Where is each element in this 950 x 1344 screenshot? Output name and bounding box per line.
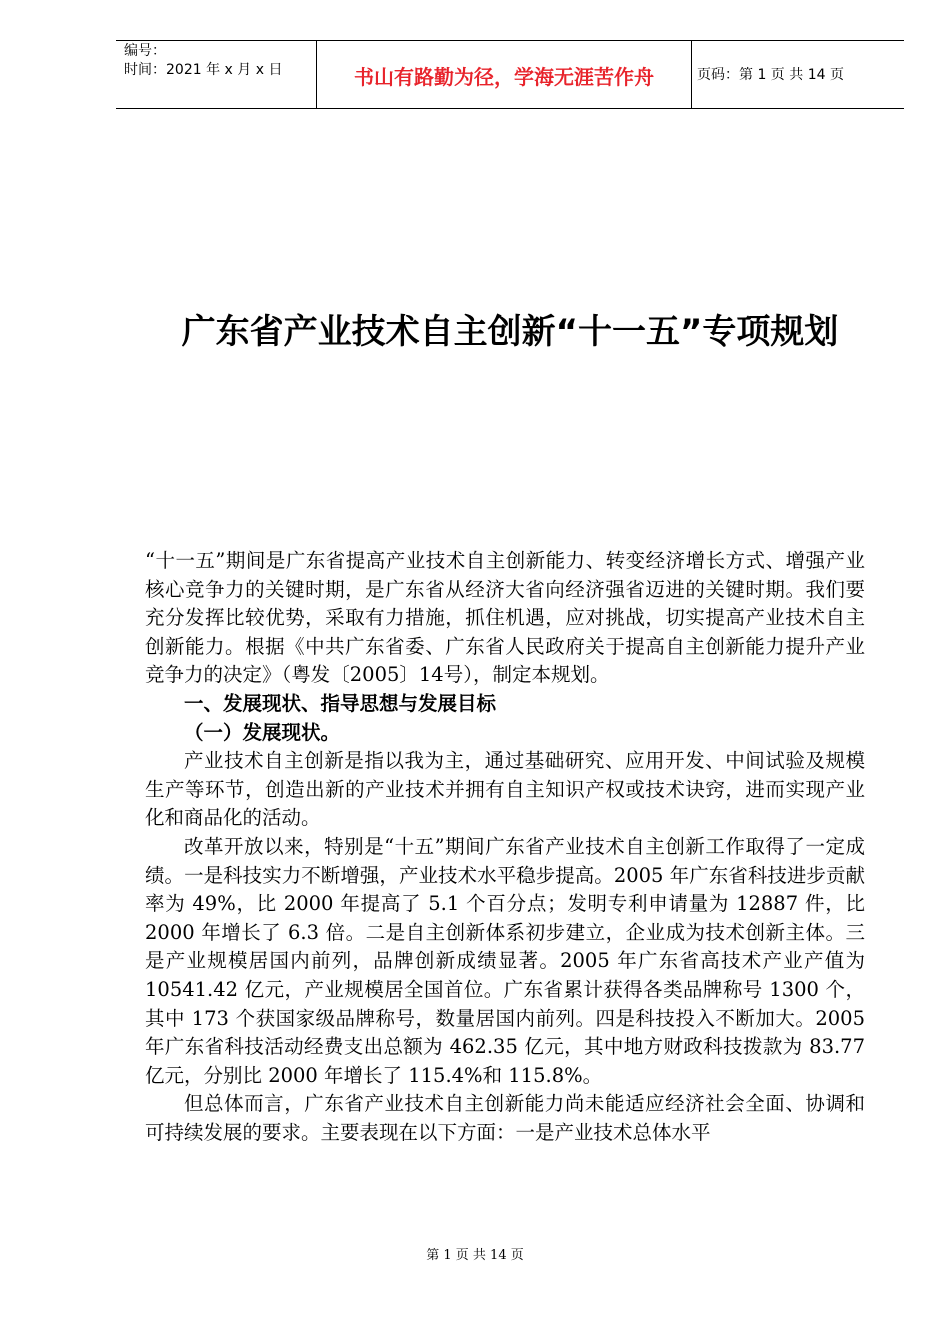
- subsection-heading: （一）发展现状。: [184, 720, 341, 744]
- page-header: [116, 40, 904, 109]
- document-title: 广东省产业技术自主创新“十一五”专项规划: [181, 312, 839, 352]
- section-heading: 一、发展现状、指导思想与发展目标: [184, 691, 497, 715]
- header-page-cell: [691, 41, 904, 108]
- header-motto: 书山有路勤为径，学海无涯苦作舟: [354, 65, 654, 89]
- header-meta-cell: [116, 41, 316, 108]
- document-body: [145, 547, 865, 1147]
- body-paragraph: 产业技术自主创新是指以我为主，通过基础研究、应用开发、中间试验及规模生产等环节，创造出新的产业技术并拥有自主知识产权或技术诀窍，进而实现产业化和商品化的活动。: [145, 749, 865, 830]
- body-paragraph: 但总体而言，广东省产业技术自主创新能力尚未能适应经济社会全面、协调和可持续发展的要求。主要表现在以下方面：一是产业技术总体水平: [145, 1092, 865, 1144]
- intro-paragraph: “十一五”期间是广东省提高产业技术自主创新能力、转变经济增长方式、增强产业核心竞争力的关键时期，是广东省从经济大省向经济强省迈进的关键时期。我们要充分发挥比较优势，采取有力措施，抓住机遇，应对挑战，切实提高产业技术自主创新能力。根据《中共广东省委、广东省人民政府关于提高自主创新能力提升产业竞争力的决定》（粤发〔2005〕14号），制定本规划。: [145, 549, 865, 687]
- document-time-label: 时间：2021 年 x 月 x 日: [124, 62, 283, 78]
- header-page-code: 页码：第 1 页 共 14 页: [697, 67, 844, 83]
- document-number-label: 编号：: [124, 43, 166, 59]
- header-motto-cell: [316, 41, 692, 108]
- body-paragraph: 改革开放以来，特别是“十五”期间广东省产业技术自主创新工作取得了一定成绩。一是科技实力不断增强，产业技术水平稳步提高。2005 年广东省科技进步贡献率为 49%，比 2000 年提高了 5.1 个百分点；发明专利申请量为 12887 件，比 2000 年增长了 6.3 倍。二是自主创新体系初步建立，企业成为技术创新主体。三是产业规模居国内前列，品牌创新成绩显著。2005 年广东省高技术产业产值为 10541.42 亿元，产业规模居全国首位。广东省累计获得各类品牌称号 1300 个，其中 173 个获国家级品牌称号，数量居国内前列。四是科技投入不断加大。2005 年广东省科技活动经费支出总额为 462.35 亿元，其中地方财政科技拨款为 83.77 亿元，分别比 2000 年增长了 115.4%和 115.8%。: [145, 834, 865, 1087]
- page-footer: 第 1 页 共 14 页: [426, 1248, 524, 1263]
